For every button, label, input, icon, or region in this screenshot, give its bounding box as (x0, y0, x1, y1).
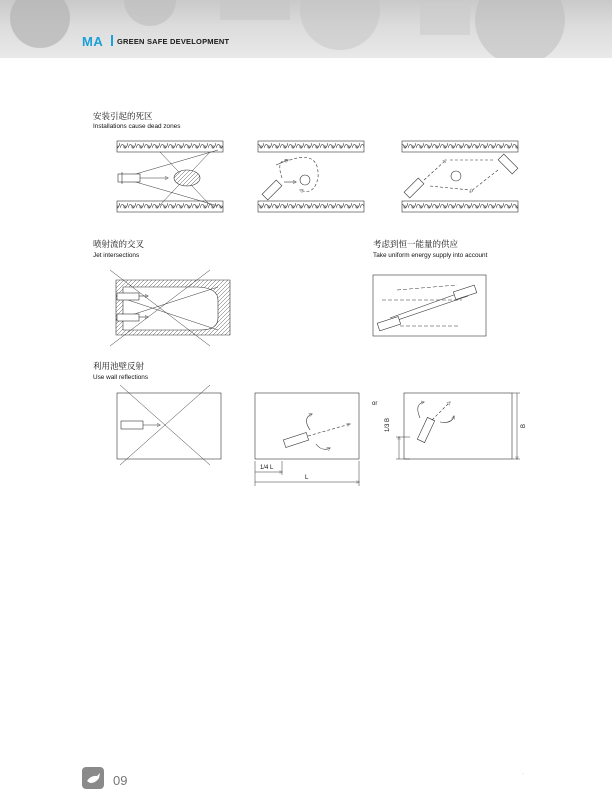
bird-logo-icon (82, 767, 104, 789)
dead-zones-title-en: Installations cause dead zones (93, 123, 181, 130)
page-number: 09 (113, 773, 128, 788)
jet-intersections-title-en: Jet intersections (93, 252, 140, 259)
dead-zones-title-cn: 安装引起的死区 (93, 112, 153, 122)
footer-mark: .. (522, 770, 525, 775)
dead-zone-diagram-3 (402, 141, 518, 212)
dim-l: L (305, 475, 309, 481)
wall-reflection-diagram-1 (117, 385, 221, 465)
dim-quarter-l: 1/4 L (260, 465, 274, 471)
wall-reflections-title-en: Use wall reflections (93, 374, 149, 381)
wall-reflection-diagram-2 (255, 393, 359, 486)
dead-zone-diagram-1 (117, 141, 223, 212)
header-tagline: GREEN SAFE DEVELOPMENT (117, 37, 230, 46)
wall-reflection-diagram-3 (372, 393, 527, 459)
dim-third-b: 1/3 B (385, 417, 391, 432)
jet-intersections-title-cn: 喷射流的交叉 (93, 240, 145, 250)
dim-b: B (521, 423, 527, 428)
energy-supply-title-en: Take uniform energy supply into account (373, 252, 488, 259)
jet-intersections-diagram (110, 270, 230, 346)
or-label: or (372, 401, 378, 407)
logo-icon (82, 767, 104, 789)
energy-supply-title-cn: 考虑到恒一能量的供应 (373, 240, 459, 250)
dead-zone-diagram-2 (258, 141, 364, 212)
energy-supply-diagram (373, 275, 486, 336)
brand-logo: MA (82, 34, 104, 49)
wall-reflections-title-cn: 利用池壁反射 (93, 362, 145, 372)
